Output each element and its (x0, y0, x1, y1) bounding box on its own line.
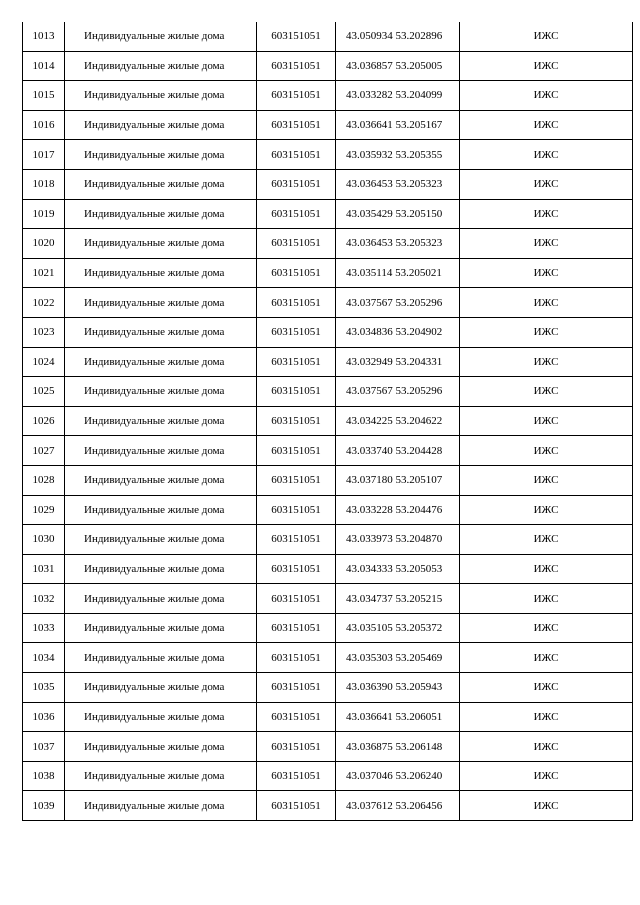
table-row (23, 110, 633, 140)
table-row (23, 465, 633, 495)
row-number-cell: 1018 (23, 169, 65, 199)
object-name-cell: Индивидуальные жилые дома (65, 702, 257, 732)
cadastral-quarter-cell: 603151051 (257, 347, 336, 377)
row-number-cell: 1029 (23, 495, 65, 525)
cadastral-quarter-cell: 603151051 (257, 140, 336, 170)
use-type-cell: ИЖС (460, 199, 633, 229)
table-row (23, 761, 633, 791)
cadastral-quarter-cell: 603151051 (257, 613, 336, 643)
cadastral-quarter-cell: 603151051 (257, 258, 336, 288)
table-row (23, 229, 633, 259)
row-number-cell: 1013 (23, 22, 65, 51)
coordinates-cell: 43.050934 53.202896 (336, 22, 460, 51)
cadastral-quarter-cell: 603151051 (257, 554, 336, 584)
row-number-cell: 1025 (23, 377, 65, 407)
row-number-cell: 1026 (23, 406, 65, 436)
cadastral-quarter-cell: 603151051 (257, 110, 336, 140)
object-name-cell: Индивидуальные жилые дома (65, 584, 257, 614)
coordinates-cell: 43.037567 53.205296 (336, 288, 460, 318)
use-type-cell: ИЖС (460, 169, 633, 199)
table-row (23, 22, 633, 51)
table-row (23, 673, 633, 703)
object-name-cell: Индивидуальные жилые дома (65, 613, 257, 643)
table-row (23, 525, 633, 555)
row-number-cell: 1022 (23, 288, 65, 318)
row-number-cell: 1020 (23, 229, 65, 259)
coordinates-cell: 43.032949 53.204331 (336, 347, 460, 377)
object-name-cell: Индивидуальные жилые дома (65, 51, 257, 81)
coordinates-cell: 43.033282 53.204099 (336, 81, 460, 111)
cadastral-quarter-cell: 603151051 (257, 465, 336, 495)
use-type-cell: ИЖС (460, 465, 633, 495)
coordinates-cell: 43.036453 53.205323 (336, 169, 460, 199)
row-number-cell: 1033 (23, 613, 65, 643)
cadastral-quarter-cell: 603151051 (257, 51, 336, 81)
cadastral-quarter-cell: 603151051 (257, 169, 336, 199)
coordinates-cell: 43.037612 53.206456 (336, 791, 460, 821)
use-type-cell: ИЖС (460, 673, 633, 703)
row-number-cell: 1034 (23, 643, 65, 673)
cadastral-quarter-cell: 603151051 (257, 732, 336, 762)
use-type-cell: ИЖС (460, 347, 633, 377)
coordinates-cell: 43.036641 53.206051 (336, 702, 460, 732)
table-row (23, 81, 633, 111)
row-number-cell: 1017 (23, 140, 65, 170)
coordinates-cell: 43.035429 53.205150 (336, 199, 460, 229)
object-name-cell: Индивидуальные жилые дома (65, 317, 257, 347)
document-page (22, 22, 632, 821)
cadastral-quarter-cell: 603151051 (257, 643, 336, 673)
object-name-cell: Индивидуальные жилые дома (65, 643, 257, 673)
row-number-cell: 1036 (23, 702, 65, 732)
table-row (23, 554, 633, 584)
use-type-cell: ИЖС (460, 110, 633, 140)
row-number-cell: 1039 (23, 791, 65, 821)
cadastral-quarter-cell: 603151051 (257, 406, 336, 436)
table-row (23, 584, 633, 614)
object-name-cell: Индивидуальные жилые дома (65, 673, 257, 703)
row-number-cell: 1014 (23, 51, 65, 81)
coordinates-cell: 43.036453 53.205323 (336, 229, 460, 259)
cadastral-quarter-cell: 603151051 (257, 584, 336, 614)
use-type-cell: ИЖС (460, 140, 633, 170)
coordinates-cell: 43.036857 53.205005 (336, 51, 460, 81)
object-name-cell: Индивидуальные жилые дома (65, 199, 257, 229)
table-row (23, 199, 633, 229)
coordinates-cell: 43.035105 53.205372 (336, 613, 460, 643)
use-type-cell: ИЖС (460, 22, 633, 51)
cadastral-quarter-cell: 603151051 (257, 22, 336, 51)
object-name-cell: Индивидуальные жилые дома (65, 791, 257, 821)
row-number-cell: 1027 (23, 436, 65, 466)
row-number-cell: 1032 (23, 584, 65, 614)
table-row (23, 495, 633, 525)
use-type-cell: ИЖС (460, 81, 633, 111)
object-name-cell: Индивидуальные жилые дома (65, 288, 257, 318)
object-name-cell: Индивидуальные жилые дома (65, 258, 257, 288)
coordinates-cell: 43.037180 53.205107 (336, 465, 460, 495)
object-name-cell: Индивидуальные жилые дома (65, 229, 257, 259)
use-type-cell: ИЖС (460, 229, 633, 259)
coordinates-cell: 43.036390 53.205943 (336, 673, 460, 703)
use-type-cell: ИЖС (460, 791, 633, 821)
cadastral-quarter-cell: 603151051 (257, 229, 336, 259)
cadastral-quarter-cell: 603151051 (257, 199, 336, 229)
object-name-cell: Индивидуальные жилые дома (65, 406, 257, 436)
row-number-cell: 1035 (23, 673, 65, 703)
coordinates-cell: 43.033228 53.204476 (336, 495, 460, 525)
table-row (23, 732, 633, 762)
object-name-cell: Индивидуальные жилые дома (65, 436, 257, 466)
object-name-cell: Индивидуальные жилые дома (65, 465, 257, 495)
row-number-cell: 1021 (23, 258, 65, 288)
coordinates-cell: 43.037567 53.205296 (336, 377, 460, 407)
use-type-cell: ИЖС (460, 525, 633, 555)
use-type-cell: ИЖС (460, 613, 633, 643)
use-type-cell: ИЖС (460, 377, 633, 407)
row-number-cell: 1023 (23, 317, 65, 347)
use-type-cell: ИЖС (460, 51, 633, 81)
table-row (23, 347, 633, 377)
table-row (23, 169, 633, 199)
row-number-cell: 1028 (23, 465, 65, 495)
use-type-cell: ИЖС (460, 406, 633, 436)
coordinates-cell: 43.035303 53.205469 (336, 643, 460, 673)
cadastral-quarter-cell: 603151051 (257, 495, 336, 525)
table-row (23, 643, 633, 673)
use-type-cell: ИЖС (460, 288, 633, 318)
cadastral-quarter-cell: 603151051 (257, 791, 336, 821)
use-type-cell: ИЖС (460, 761, 633, 791)
row-number-cell: 1019 (23, 199, 65, 229)
table-row (23, 317, 633, 347)
coordinates-cell: 43.036641 53.205167 (336, 110, 460, 140)
table-row (23, 613, 633, 643)
cadastral-quarter-cell: 603151051 (257, 525, 336, 555)
object-name-cell: Индивидуальные жилые дома (65, 495, 257, 525)
cadastral-quarter-cell: 603151051 (257, 673, 336, 703)
use-type-cell: ИЖС (460, 584, 633, 614)
coordinates-cell: 43.035932 53.205355 (336, 140, 460, 170)
coordinates-cell: 43.034225 53.204622 (336, 406, 460, 436)
table-row (23, 288, 633, 318)
coordinates-cell: 43.037046 53.206240 (336, 761, 460, 791)
object-name-cell: Индивидуальные жилые дома (65, 169, 257, 199)
cadastral-quarter-cell: 603151051 (257, 288, 336, 318)
table-row (23, 51, 633, 81)
object-name-cell: Индивидуальные жилые дома (65, 81, 257, 111)
coordinates-cell: 43.033740 53.204428 (336, 436, 460, 466)
use-type-cell: ИЖС (460, 258, 633, 288)
object-name-cell: Индивидуальные жилые дома (65, 554, 257, 584)
use-type-cell: ИЖС (460, 495, 633, 525)
use-type-cell: ИЖС (460, 317, 633, 347)
cadastral-quarter-cell: 603151051 (257, 761, 336, 791)
table-row (23, 258, 633, 288)
cadastral-quarter-cell: 603151051 (257, 317, 336, 347)
object-name-cell: Индивидуальные жилые дома (65, 377, 257, 407)
row-number-cell: 1031 (23, 554, 65, 584)
cadastral-quarter-cell: 603151051 (257, 702, 336, 732)
object-name-cell: Индивидуальные жилые дома (65, 22, 257, 51)
object-name-cell: Индивидуальные жилые дома (65, 347, 257, 377)
use-type-cell: ИЖС (460, 702, 633, 732)
row-number-cell: 1015 (23, 81, 65, 111)
coordinates-cell: 43.034836 53.204902 (336, 317, 460, 347)
coordinates-cell: 43.034737 53.205215 (336, 584, 460, 614)
object-name-cell: Индивидуальные жилые дома (65, 110, 257, 140)
table-body (23, 22, 633, 821)
table-row (23, 140, 633, 170)
table-row (23, 791, 633, 821)
coordinates-cell: 43.035114 53.205021 (336, 258, 460, 288)
object-name-cell: Индивидуальные жилые дома (65, 732, 257, 762)
cadastral-quarter-cell: 603151051 (257, 81, 336, 111)
row-number-cell: 1024 (23, 347, 65, 377)
object-name-cell: Индивидуальные жилые дома (65, 761, 257, 791)
use-type-cell: ИЖС (460, 732, 633, 762)
table-row (23, 702, 633, 732)
coordinates-cell: 43.036875 53.206148 (336, 732, 460, 762)
row-number-cell: 1038 (23, 761, 65, 791)
objects-table (22, 22, 633, 821)
use-type-cell: ИЖС (460, 436, 633, 466)
use-type-cell: ИЖС (460, 554, 633, 584)
cadastral-quarter-cell: 603151051 (257, 436, 336, 466)
row-number-cell: 1030 (23, 525, 65, 555)
table-row (23, 406, 633, 436)
table-row (23, 436, 633, 466)
cadastral-quarter-cell: 603151051 (257, 377, 336, 407)
coordinates-cell: 43.034333 53.205053 (336, 554, 460, 584)
object-name-cell: Индивидуальные жилые дома (65, 525, 257, 555)
coordinates-cell: 43.033973 53.204870 (336, 525, 460, 555)
object-name-cell: Индивидуальные жилые дома (65, 140, 257, 170)
use-type-cell: ИЖС (460, 643, 633, 673)
table-row (23, 377, 633, 407)
row-number-cell: 1037 (23, 732, 65, 762)
row-number-cell: 1016 (23, 110, 65, 140)
